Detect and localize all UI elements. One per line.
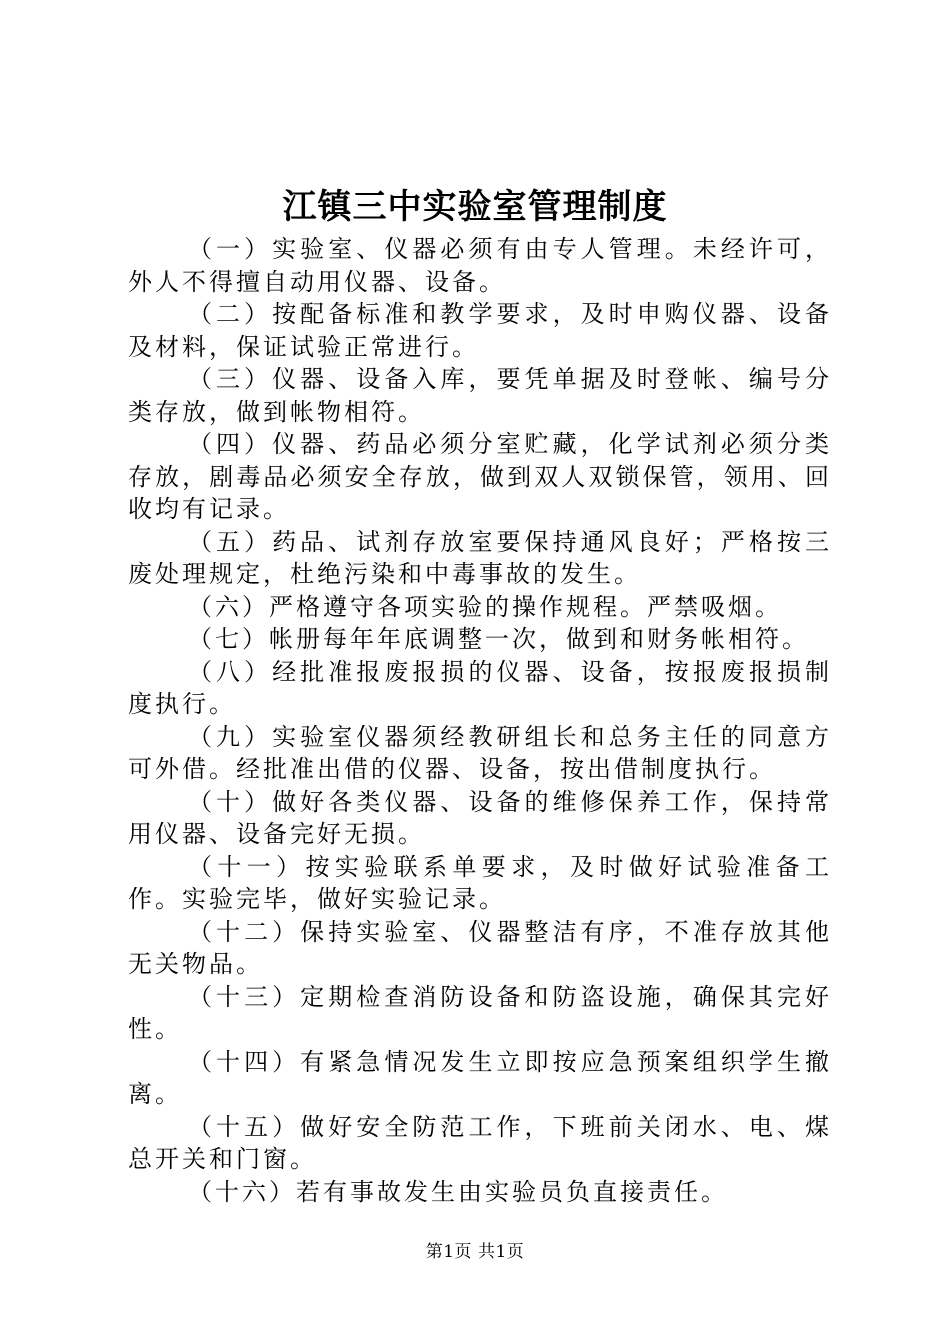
rule-paragraph-2: （二）按配备标准和教学要求，及时申购仪器、设备及材料，保证试验正常进行。	[128, 300, 832, 361]
rule-paragraph-4: （四）仪器、药品必须分室贮藏，化学试剂必须分类存放，剧毒品必须安全存放，做到双人双锁保管，领用、回收均有记录。	[128, 430, 832, 523]
document-body	[128, 233, 832, 1208]
rule-paragraph-13: （十三）定期检查消防设备和防盗设施，确保其完好性。	[128, 982, 832, 1043]
rule-paragraph-5: （五）药品、试剂存放室要保持通风良好；严格按三废处理规定，杜绝污染和中毒事故的发生。	[128, 527, 832, 588]
rule-paragraph-14: （十四）有紧急情况发生立即按应急预案组织学生撤离。	[128, 1047, 832, 1108]
rule-paragraph-16: （十六）若有事故发生由实验员负直接责任。	[188, 1177, 728, 1206]
rule-paragraph-12: （十二）保持实验室、仪器整洁有序，不准存放其他无关物品。	[128, 917, 832, 978]
rule-paragraph-3: （三）仪器、设备入库，要凭单据及时登帐、编号分类存放，做到帐物相符。	[128, 365, 832, 426]
rule-paragraph-15: （十五）做好安全防范工作，下班前关闭水、电、煤总开关和门窗。	[128, 1112, 832, 1173]
rule-paragraph-9: （九）实验室仪器须经教研组长和总务主任的同意方可外借。经批准出借的仪器、设备，按出借制度执行。	[128, 722, 832, 783]
document-title: 江镇三中实验室管理制度	[282, 187, 668, 227]
rule-paragraph-8: （八）经批准报废报损的仪器、设备，按报废报损制度执行。	[128, 657, 832, 718]
rule-paragraph-11: （十一）按实验联系单要求，及时做好试验准备工作。实验完毕，做好实验记录。	[128, 852, 832, 913]
page-footer: 第1页 共1页	[425, 1242, 525, 1262]
rule-paragraph-6: （六）严格遵守各项实验的操作规程。严禁吸烟。	[188, 592, 782, 621]
rule-paragraph-10: （十）做好各类仪器、设备的维修保养工作，保持常用仪器、设备完好无损。	[128, 787, 832, 848]
rule-paragraph-1: （一）实验室、仪器必须有由专人管理。未经许可，外人不得擅自动用仪器、设备。	[128, 235, 832, 296]
rule-paragraph-7: （七）帐册每年年底调整一次，做到和财务帐相符。	[188, 625, 809, 653]
